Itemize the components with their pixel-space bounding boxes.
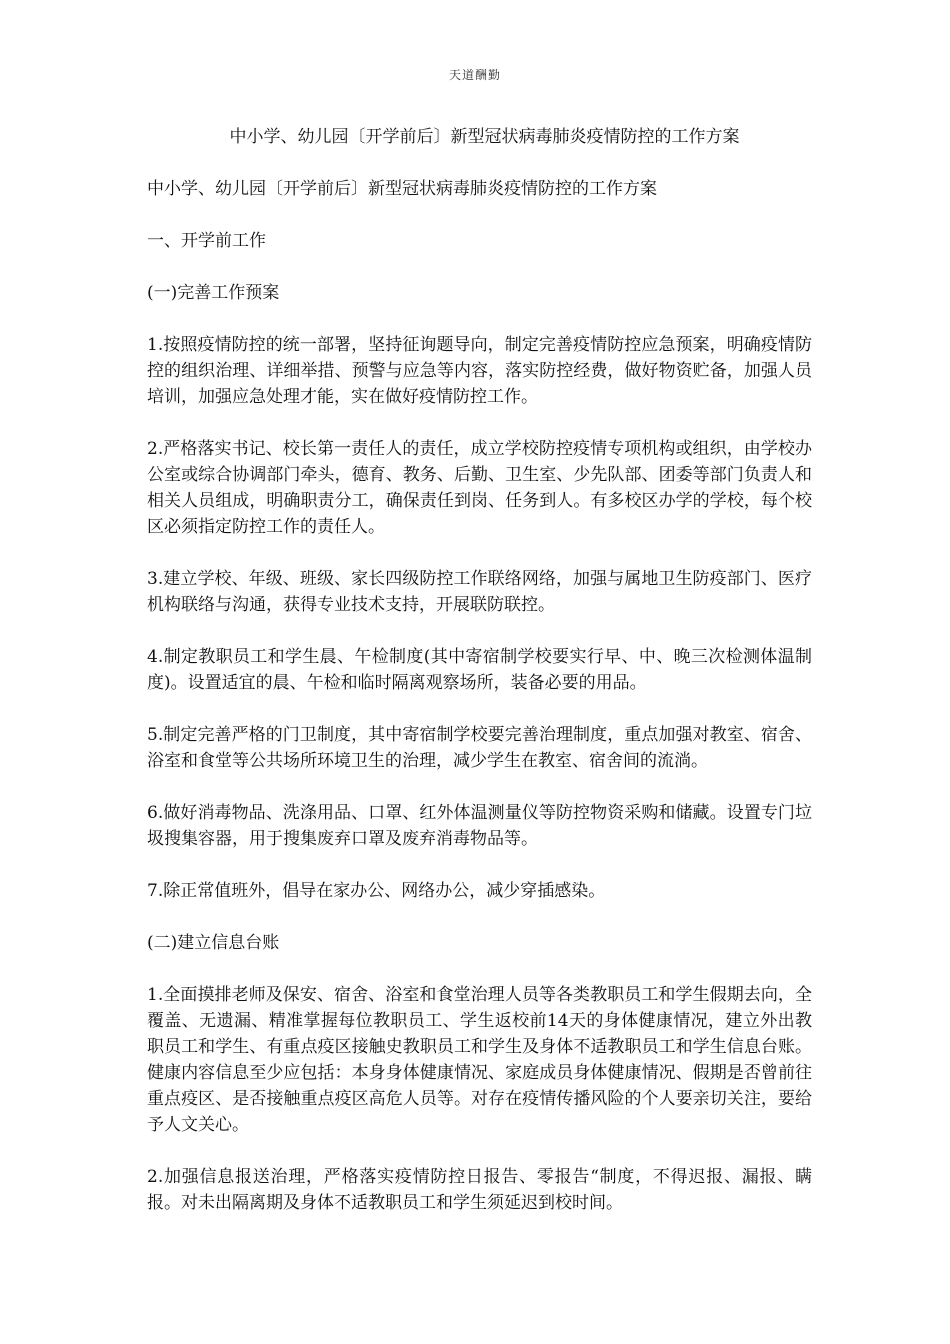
paragraph-item: 1.全面摸排老师及保安、宿舍、浴室和食堂治理人员等各类教职员工和学生假期去向，全覆盖、无遗漏、精准掌握每位教职员工、学生返校前14天的身体健康情况，建立外出教职员工和学生、有重点疫区接触史教职员工和学生及身体不适教职员工和学生信息台账。健康内容信息至少应包括：本身身体健康情况、家庭成员身体健康情况、假期是否曾前往重点疫区、是否接触重点疫区高危人员等。对存在疫情传播风险的个人要亲切关注，要给予人文关心。	[147, 985, 812, 1135]
page-header: 天道酬勤	[448, 68, 501, 82]
paragraph-item: 2.严格落实书记、校长第一责任人的责任，成立学校防控疫情专项机构或组织，由学校办公室或综合协调部门牵头，德育、教务、后勤、卫生室、少先队部、团委等部门负责人和相关人员组成，明确职责分工，确保责任到岗、任务到人。有多校区办学的学校，每个校区必须指定防控工作的责任人。	[147, 439, 812, 537]
subsection-heading-1: (一)完善工作预案	[147, 283, 280, 303]
paragraph-item: 7.除正常值班外，倡导在家办公、网络办公，减少穿插感染。	[147, 881, 606, 901]
paragraph-item: 2.加强信息报送治理，严格落实疫情防控日报告、零报告“制度，不得迟报、漏报、瞒报。对未出隔离期及身体不适教职员工和学生须延迟到校时间。	[147, 1167, 812, 1213]
document-title: 中小学、幼儿园〔开学前后〕新型冠状病毒肺炎疫情防控的工作方案	[229, 127, 740, 147]
paragraph-item: 1.按照疫情防控的统一部署，坚持征询题导向，制定完善疫情防控应急预案，明确疫情防控的组织治理、详细举措、预警与应急等内容，落实防控经费，做好物资贮备，加强人员培训，加强应急处理才能，实在做好疫情防控工作。	[147, 335, 812, 407]
paragraph-item: 6.做好消毒物品、洗涤用品、口罩、红外体温测量仪等防控物资采购和储藏。设置专门垃圾搜集容器，用于搜集废弃口罩及废弃消毒物品等。	[147, 803, 812, 849]
paragraph-subtitle: 中小学、幼儿园〔开学前后〕新型冠状病毒肺炎疫情防控的工作方案	[147, 179, 657, 199]
paragraph-item: 4.制定教职员工和学生晨、午检制度(其中寄宿制学校要实行早、中、晚三次检测体温制度)。设置适宜的晨、午检和临时隔离观察场所，装备必要的用品。	[147, 647, 812, 693]
section-heading-1: 一、开学前工作	[147, 231, 266, 251]
paragraph-item: 5.制定完善严格的门卫制度，其中寄宿制学校要完善治理制度，重点加强对教室、宿舍、浴室和食堂等公共场所环境卫生的治理，减少学生在教室、宿舍间的流淌。	[147, 725, 812, 771]
document-body	[147, 124, 812, 1242]
paragraph-item: 3.建立学校、年级、班级、家长四级防控工作联络网络，加强与属地卫生防疫部门、医疗机构联络与沟通，获得专业技术支持，开展联防联控。	[147, 569, 812, 615]
subsection-heading-2: (二)建立信息台账	[147, 933, 280, 953]
